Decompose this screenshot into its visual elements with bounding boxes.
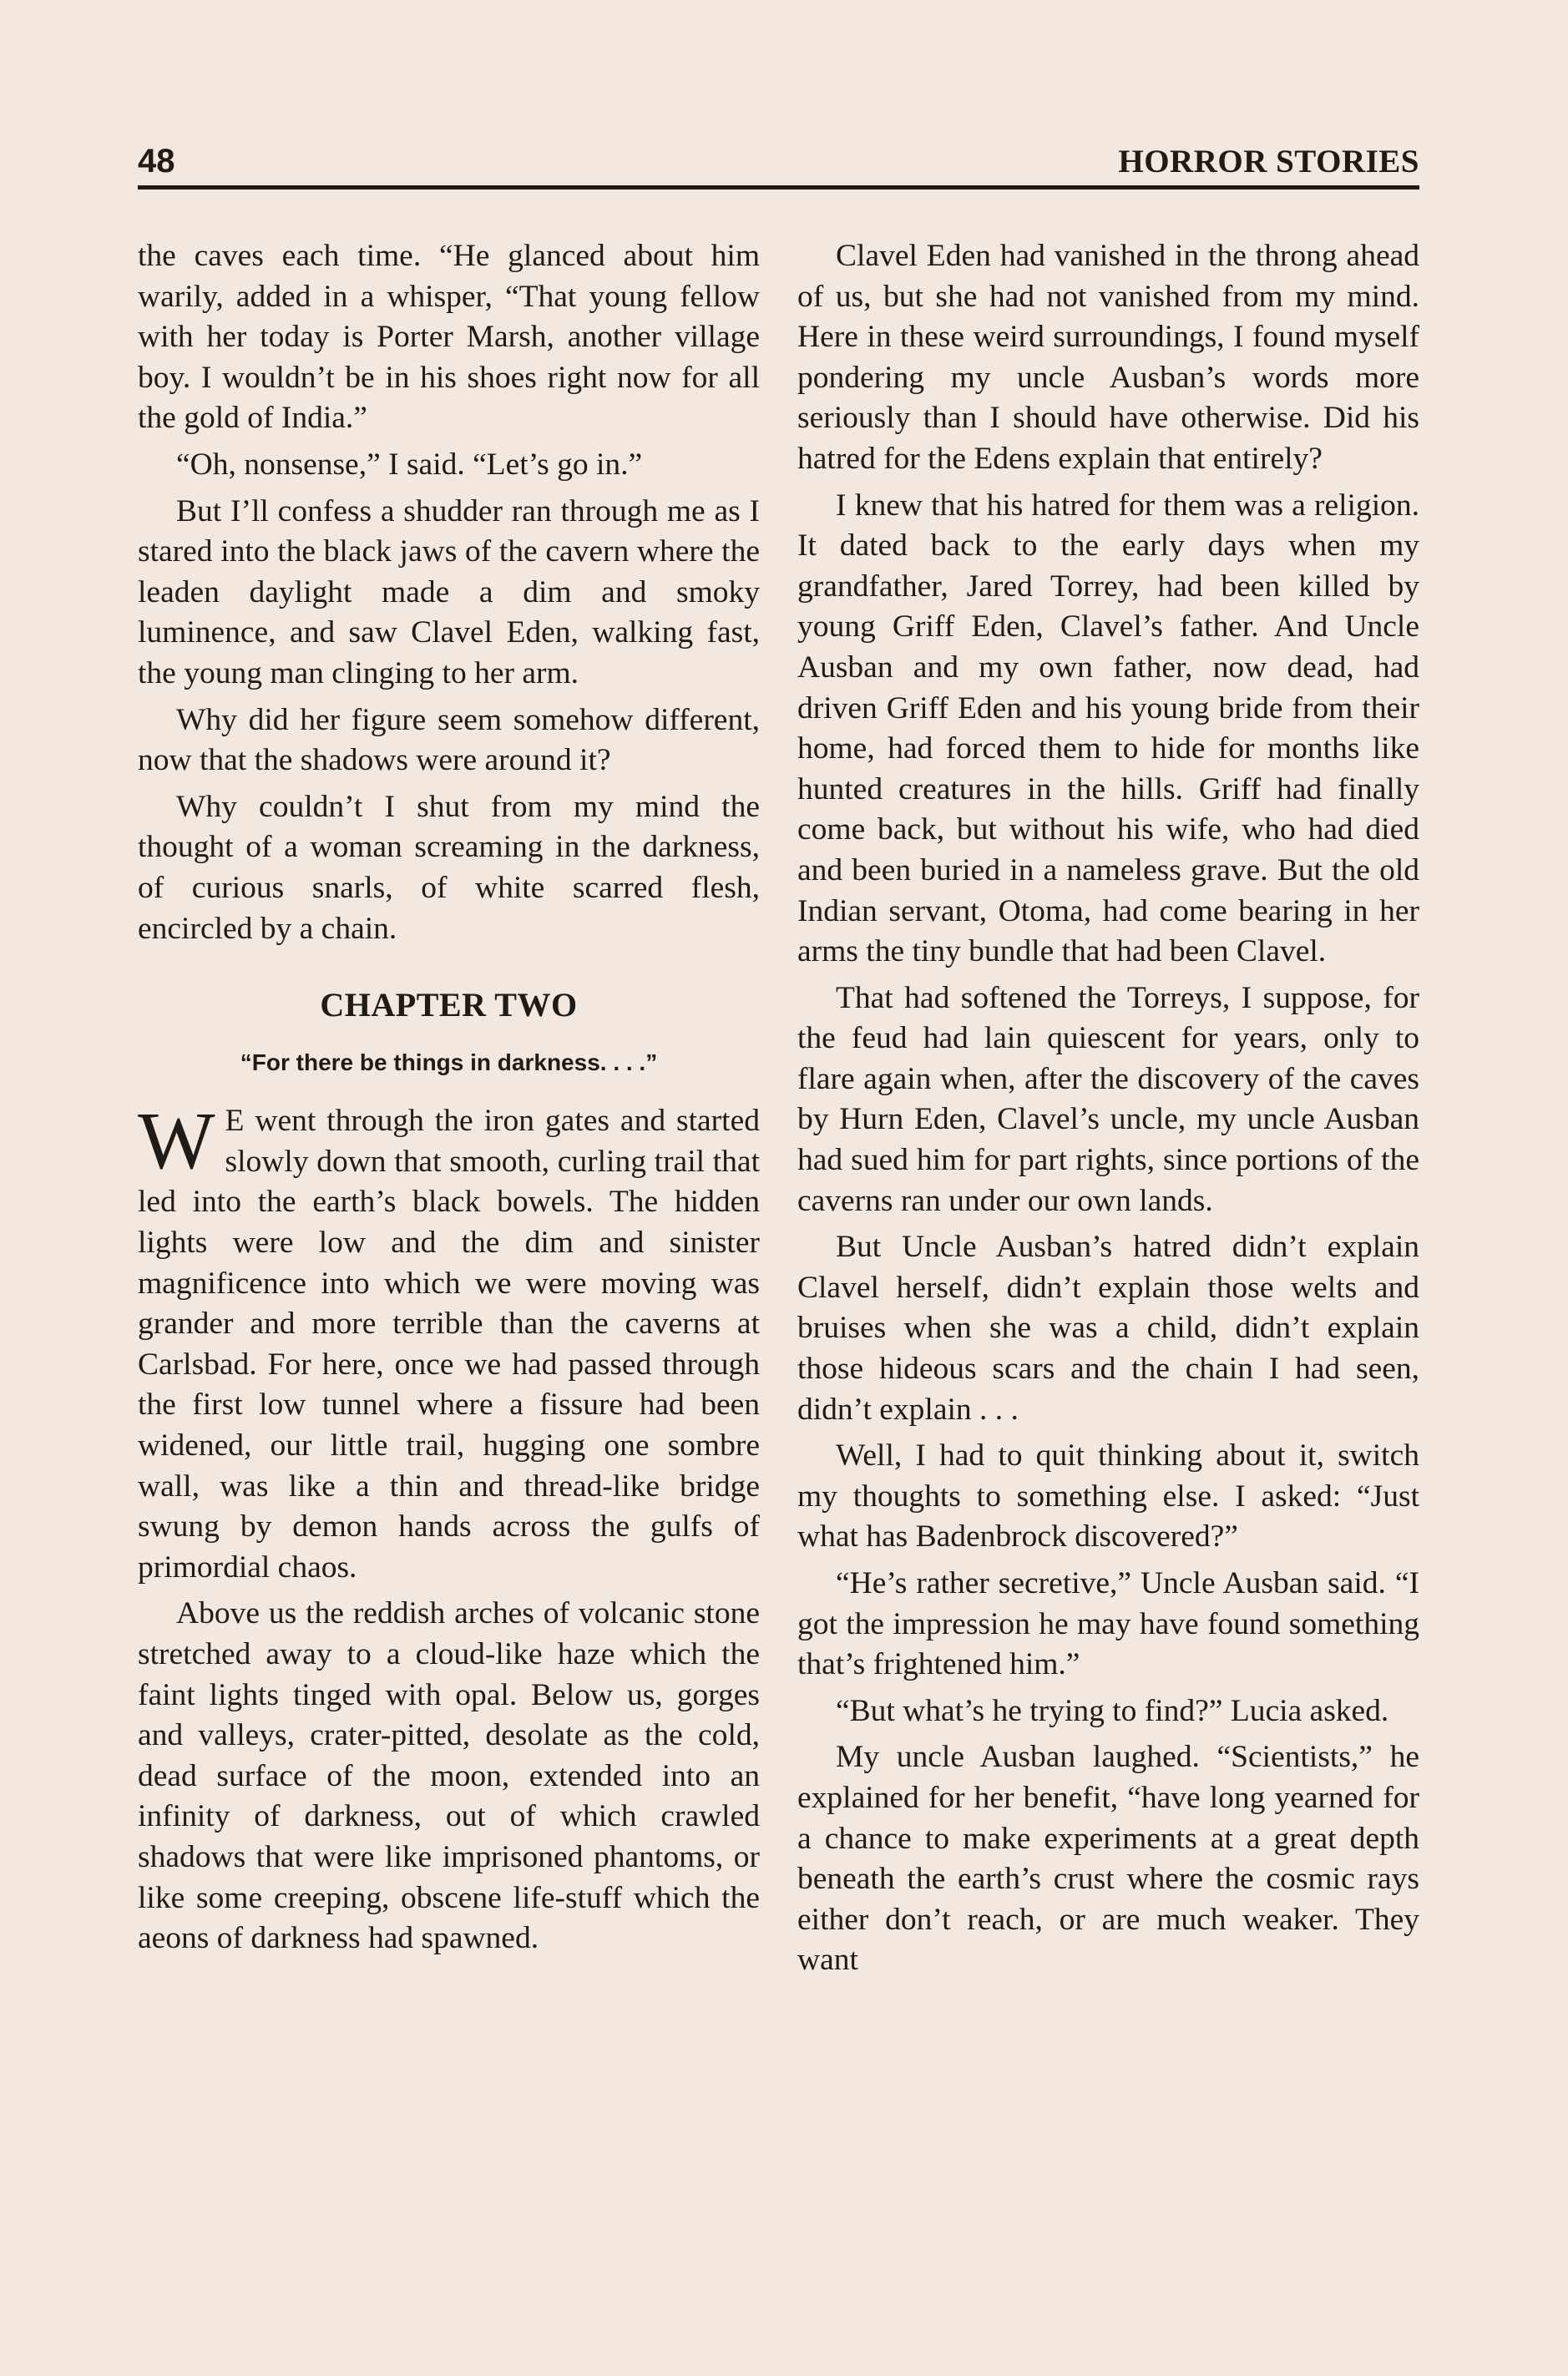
page-number: 48 bbox=[138, 143, 175, 179]
right-column bbox=[797, 236, 1419, 1987]
paragraph: “He’s rather secretive,” Uncle Ausban said. “I got the impression he may have found something that’s frightened him.” bbox=[797, 1566, 1419, 1682]
dropcap-paragraph bbox=[138, 1096, 760, 1588]
paragraph: Why couldn’t I shut from my mind the thought of a woman screaming in the darkness, of curious snarls, of white scarred flesh, encircled by a chain. bbox=[138, 789, 760, 946]
paragraph: Why did her figure seem somehow different, now that the shadows were around it? bbox=[138, 702, 760, 778]
paragraph: Clavel Eden had vanished in the throng ahead of us, but she had not vanished from my mind. Here in these weird surroundings, I found myself pondering my uncle Ausban’s words more seriously than I should have otherwise. Did his hatred for the Edens explain that entirely? bbox=[797, 239, 1419, 476]
chapter-title: CHAPTER TWO bbox=[320, 986, 578, 1024]
paragraph: That had softened the Torreys, I suppose, for the feud had lain quiescent for years, only to flare again when, after the discovery of the caves by Hurn Eden, Clavel’s uncle, my uncle Ausban had sued him for part rights, since portions of the caverns ran under our own lands. bbox=[797, 980, 1419, 1218]
running-title: HORROR STORIES bbox=[1118, 144, 1419, 179]
paragraph-text: E went through the iron gates and started slowly down that smooth, curling trail that led into the earth’s black bowels. The hidden lights were low and the dim and sinister magnificence into which we were moving was grander and more terrible than the caverns at Carlsbad. For here, once we had passed through the first low tunnel where a fissure had been widened, our little trail, hugging one sombre wall, was like a thin and thread-like bridge swung by demon hands across the gulfs of primordial chaos. bbox=[138, 1104, 760, 1585]
paragraph: Well, I had to quit thinking about it, switch my thoughts to something else. I asked: “Just what has Badenbrock discovered?” bbox=[797, 1438, 1419, 1555]
drop-cap: W bbox=[138, 1096, 215, 1187]
paragraph: My uncle Ausban laughed. “Scientists,” he explained for her benefit, “have long yearned for a chance to make experiments at a great depth beneath the earth’s crust where the cosmic rays either don’t reach, or are much weaker. They want bbox=[797, 1740, 1419, 1978]
chapter-epigraph: “For there be things in darkness. . . .” bbox=[240, 1049, 658, 1075]
page-header bbox=[138, 125, 1419, 190]
paragraph: I knew that his hatred for them was a religion. It dated back to the early days when my grandfather, Jared Torrey, had been killed by young Griff Eden, Clavel’s father. And Uncle Ausban and my own father, now dead, had driven Griff Eden and his young bride from their home, had forced them to hide for months like hunted creatures in the hills. Griff had finally come back, but without his wife, who had died and been buried in a nameless grave. But the old Indian servant, Otoma, had come bearing in her arms the tiny bundle that had been Clavel. bbox=[797, 488, 1419, 969]
paragraph: But I’ll confess a shudder ran through me as I stared into the black jaws of the cavern where the leaden daylight made a dim and smoky luminence, and saw Clavel Eden, walking fast, the young man clinging to her arm. bbox=[138, 493, 760, 690]
paragraph: “Oh, nonsense,” I said. “Let’s go in.” bbox=[176, 447, 643, 482]
paragraph: the caves each time. “He glanced about him warily, added in a whisper, “That young fellow with her today is Porter Marsh, another village boy. I wouldn’t be in his shoes right now for all the gold of India.” bbox=[138, 239, 760, 436]
paragraph: “But what’s he trying to find?” Lucia asked. bbox=[836, 1693, 1389, 1728]
paragraph: But Uncle Ausban’s hatred didn’t explain Clavel herself, didn’t explain those welts and bruises when she was a child, didn’t explain those hideous scars and the chain I had seen, didn’t explain . . . bbox=[797, 1230, 1419, 1427]
paragraph: Above us the reddish arches of volcanic stone stretched away to a cloud-like haze which the faint lights tinged with opal. Below us, gorges and valleys, crater-pitted, desolate as the cold, dead surface of the moon, extended into an infinity of darkness, out of which crawled shadows that were like imprisoned phantoms, or like some creeping, obscene life-stuff which the aeons of darkness had spawned. bbox=[138, 1596, 760, 1956]
left-column bbox=[138, 236, 760, 1965]
